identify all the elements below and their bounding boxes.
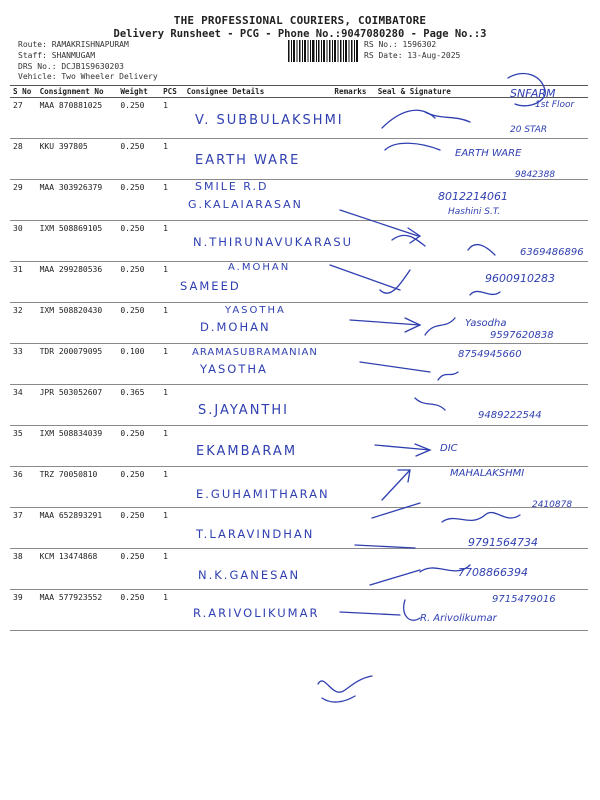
- cell-pcs: 1: [160, 467, 184, 508]
- cell-sno: 36: [10, 467, 37, 508]
- table-row: [10, 426, 588, 467]
- header-weight: Weight: [117, 86, 160, 98]
- cell-sno: 37: [10, 508, 37, 549]
- handwritten-seal: EARTH WARE: [455, 148, 522, 159]
- cell-pcs: 1: [160, 549, 184, 590]
- barcode: [288, 40, 358, 62]
- cell-pcs: 1: [160, 426, 184, 467]
- cell-sno: 29: [10, 180, 37, 221]
- cell-remarks: [331, 139, 374, 180]
- cell-pcs: 1: [160, 180, 184, 221]
- handwritten-consignee: YASOTHA: [200, 362, 268, 376]
- handwritten-seal: 9489222544: [478, 410, 542, 421]
- cell-remarks: [331, 508, 374, 549]
- cell-consignment: TDR 200079095: [37, 344, 118, 385]
- handwritten-seal: 6369486896: [520, 247, 584, 258]
- cell-sno: 31: [10, 262, 37, 303]
- handwritten-consignee: E.GUHAMITHARAN: [196, 487, 330, 501]
- header-seal: Seal & Signature: [375, 86, 588, 98]
- cell-pcs: 1: [160, 262, 184, 303]
- runsheet-subtitle: Delivery Runsheet - PCG - Phone No.:9047080280 - Page No.:3: [113, 28, 487, 40]
- cell-weight: 0.250: [117, 426, 160, 467]
- handwritten-consignee: T.LARAVINDHAN: [196, 527, 315, 541]
- handwritten-seal: Hashini S.T.: [448, 207, 501, 217]
- cell-consignment: IXM 508834039: [37, 426, 118, 467]
- cell-consignment: MAA 652893291: [37, 508, 118, 549]
- cell-seal: [375, 426, 588, 467]
- cell-pcs: 1: [160, 385, 184, 426]
- cell-consignment: MAA 299280536: [37, 262, 118, 303]
- cell-weight: 0.250: [117, 139, 160, 180]
- cell-weight: 0.100: [117, 344, 160, 385]
- handwritten-consignee: EARTH WARE: [195, 153, 301, 168]
- cell-seal: [375, 590, 588, 631]
- cell-pcs: 1: [160, 508, 184, 549]
- cell-consignment: TRZ 70050810: [37, 467, 118, 508]
- vehicle-label: Vehicle: Two Wheeler Delivery: [18, 72, 158, 81]
- rs-number: RS No.: 1596302: [364, 40, 437, 49]
- cell-remarks: [331, 467, 374, 508]
- handwritten-seal: 20 STAR: [510, 125, 548, 135]
- handwritten-consignee: SAMEED: [180, 279, 241, 293]
- handwritten-consignee: G.KALAIARASAN: [188, 198, 303, 211]
- cell-consignment: KCM 13474868: [37, 549, 118, 590]
- handwritten-consignee: YASOTHA: [225, 305, 286, 316]
- cell-weight: 0.250: [117, 262, 160, 303]
- cell-sno: 28: [10, 139, 37, 180]
- handwritten-seal: 8012214061: [438, 190, 508, 203]
- cell-pcs: 1: [160, 139, 184, 180]
- handwritten-seal: 9791564734: [468, 536, 538, 549]
- rs-date: RS Date: 13-Aug-2025: [364, 51, 461, 60]
- handwritten-consignee: SMILE R.D: [195, 180, 269, 193]
- handwritten-consignee: N.K.GANESAN: [198, 568, 301, 582]
- cell-weight: 0.365: [117, 385, 160, 426]
- cell-pcs: 1: [160, 221, 184, 262]
- drs-number: DRS No.: DCJB1S9630203: [18, 62, 124, 71]
- cell-pcs: 1: [160, 590, 184, 631]
- handwritten-seal: SNFARM: [510, 87, 556, 100]
- route-label: Route: RAMAKRISHNAPURAM: [18, 40, 129, 49]
- handwritten-consignee: S.JAYANTHI: [198, 403, 289, 418]
- cell-sno: 27: [10, 98, 37, 139]
- cell-remarks: [331, 180, 374, 221]
- handwritten-seal: 1st Floor: [535, 100, 575, 110]
- handwritten-consignee: EKAMBARAM: [196, 444, 298, 459]
- header-pcs: PCS: [160, 86, 184, 98]
- handwritten-consignee: R.ARIVOLIKUMAR: [193, 606, 320, 620]
- cell-seal: [375, 139, 588, 180]
- staff-label: Staff: SHANMUGAM: [18, 51, 96, 60]
- cell-sno: 38: [10, 549, 37, 590]
- handwritten-seal: Yasodha: [465, 318, 507, 329]
- cell-consignment: MAA 870881025: [37, 98, 118, 139]
- cell-consignment: MAA 577923552: [37, 590, 118, 631]
- handwritten-seal: 2410878: [532, 500, 573, 510]
- cell-seal: [375, 262, 588, 303]
- cell-sno: 32: [10, 303, 37, 344]
- cell-weight: 0.250: [117, 98, 160, 139]
- cell-sno: 35: [10, 426, 37, 467]
- cell-consignment: IXM 508820430: [37, 303, 118, 344]
- handwritten-seal: DIC: [440, 443, 458, 454]
- cell-sno: 30: [10, 221, 37, 262]
- handwritten-seal: 9600910283: [485, 272, 555, 285]
- cell-consignment: JPR 503052607: [37, 385, 118, 426]
- handwritten-seal: 8754945660: [458, 349, 522, 360]
- handwritten-seal: 9715479016: [492, 594, 556, 605]
- cell-remarks: [331, 385, 374, 426]
- handwritten-consignee: A.MOHAN: [228, 262, 291, 273]
- handwritten-seal: 9842388: [515, 170, 556, 180]
- cell-weight: 0.250: [117, 303, 160, 344]
- header-remarks: Remarks: [331, 86, 374, 98]
- handwritten-consignee: V. SUBBULAKSHMI: [195, 113, 344, 128]
- handwritten-consignee: D.MOHAN: [200, 320, 271, 334]
- cell-remarks: [331, 344, 374, 385]
- table-header-row: [10, 86, 588, 98]
- cell-weight: 0.250: [117, 508, 160, 549]
- cell-consignment: KKU 397805: [37, 139, 118, 180]
- cell-remarks: [331, 549, 374, 590]
- cell-remarks: [331, 426, 374, 467]
- header-consignment: Consignment No: [37, 86, 118, 98]
- handwritten-consignee: N.THIRUNAVUKARASU: [193, 235, 354, 249]
- cell-remarks: [331, 590, 374, 631]
- cell-pcs: 1: [160, 303, 184, 344]
- cell-consignment: IXM 508869105: [37, 221, 118, 262]
- cell-remarks: [331, 303, 374, 344]
- cell-remarks: [331, 262, 374, 303]
- header-consignee: Consignee Details: [184, 86, 332, 98]
- handwritten-consignee: ARAMASUBRAMANIAN: [192, 347, 318, 358]
- cell-weight: 0.250: [117, 590, 160, 631]
- cell-weight: 0.250: [117, 549, 160, 590]
- handwritten-seal: R. Arivolikumar: [420, 613, 497, 624]
- cell-weight: 0.250: [117, 180, 160, 221]
- cell-sno: 33: [10, 344, 37, 385]
- cell-consignment: MAA 303926379: [37, 180, 118, 221]
- cell-pcs: 1: [160, 344, 184, 385]
- header-sno: S No: [10, 86, 37, 98]
- cell-pcs: 1: [160, 98, 184, 139]
- cell-sno: 34: [10, 385, 37, 426]
- cell-sno: 39: [10, 590, 37, 631]
- handwritten-seal: 9597620838: [490, 330, 554, 341]
- cell-weight: 0.250: [117, 221, 160, 262]
- handwritten-seal: MAHALAKSHMI: [450, 468, 525, 479]
- handwritten-seal: 7708866394: [458, 566, 528, 579]
- company-title: THE PROFESSIONAL COURIERS, COIMBATORE: [173, 14, 427, 27]
- cell-weight: 0.250: [117, 467, 160, 508]
